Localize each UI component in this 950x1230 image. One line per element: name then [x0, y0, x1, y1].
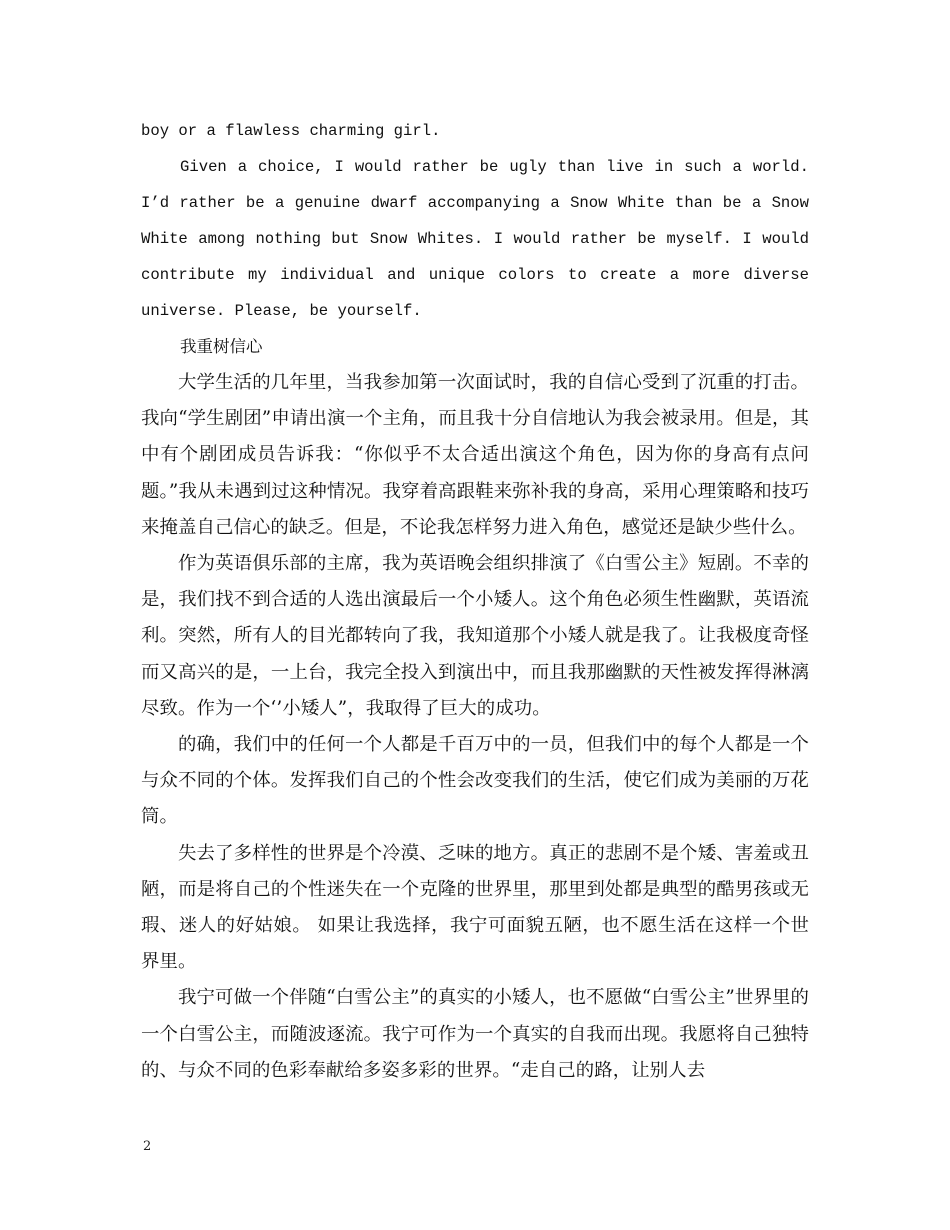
chinese-paragraph-2: 作为英语俱乐部的主席，我为英语晚会组织排演了《白雪公主》短剧。不幸的是，我们找不到合适的人选出演最后一个小矮人。这个角色必须生性幽默，英语流利。突然，所有人的目光都转向了我，我知道那个小矮人就是我了。让我极度奇怪而又高兴的是，一上台，我完全投入到演出中，而且我那幽默的天性被发挥得淋漓尽致。作为一个‘’小矮人”，我取得了巨大的成功。 [141, 553, 809, 719]
page-content [141, 113, 809, 1089]
page-number: 2 [143, 1139, 152, 1154]
chinese-section-title: 我重树信心 [180, 337, 263, 356]
english-paragraph-continuation: boy or a flawless charming girl. [141, 122, 441, 140]
chinese-paragraph-4: 失去了多样性的世界是个冷漠、乏味的地方。真正的悲剧不是个矮、害羞或丑陋，而是将自己的个性迷失在一个克隆的世界里，那里到处都是典型的酷男孩或无瑕、迷人的好姑娘。 如果让我选择，我宁可面貌五陋，也不愿生活在这样一个世界里。 [141, 842, 809, 973]
chinese-paragraph-3: 的确，我们中的任何一个人都是千百万中的一员，但我们中的每个人都是一个与众不同的个体。发挥我们自己的个性会改变我们的生活，使它们成为美丽的万花筒。 [141, 734, 809, 828]
english-paragraph: Given a choice, I would rather be ugly than live in such a world. I’d rather be a genuine dwarf accompanying a Snow White than be a Snow White among nothing but Snow Whites. I would rather be myself. I would contribute my individual and unique colors to create a more diverse universe. Please, be yourself. [141, 158, 809, 320]
chinese-paragraph-5: 我宁可做一个伴随“白雪公主”的真实的小矮人，也不愿做“白雪公主”世界里的一个白雪公主，而随波逐流。我宁可作为一个真实的自我而出现。我愿将自己独特的、与众不同的色彩奉献给多姿多彩的世界。“走自己的路，让别人去 [141, 987, 809, 1081]
chinese-paragraph-1: 大学生活的几年里，当我参加第一次面试时，我的自信心受到了沉重的打击。我向“学生剧团”申请出演一个主角，而且我十分自信地认为我会被录用。但是，其中有个剧团成员告诉我：“你似乎不太合适出演这个角色，因为你的身高有点问题。”我从未遇到过这种情况。我穿着高跟鞋来弥补我的身高，采用心理策略和技巧来掩盖自己信心的缺乏。但是，不论我怎样努力进入角色，感觉还是缺少些什么。 [141, 372, 809, 538]
